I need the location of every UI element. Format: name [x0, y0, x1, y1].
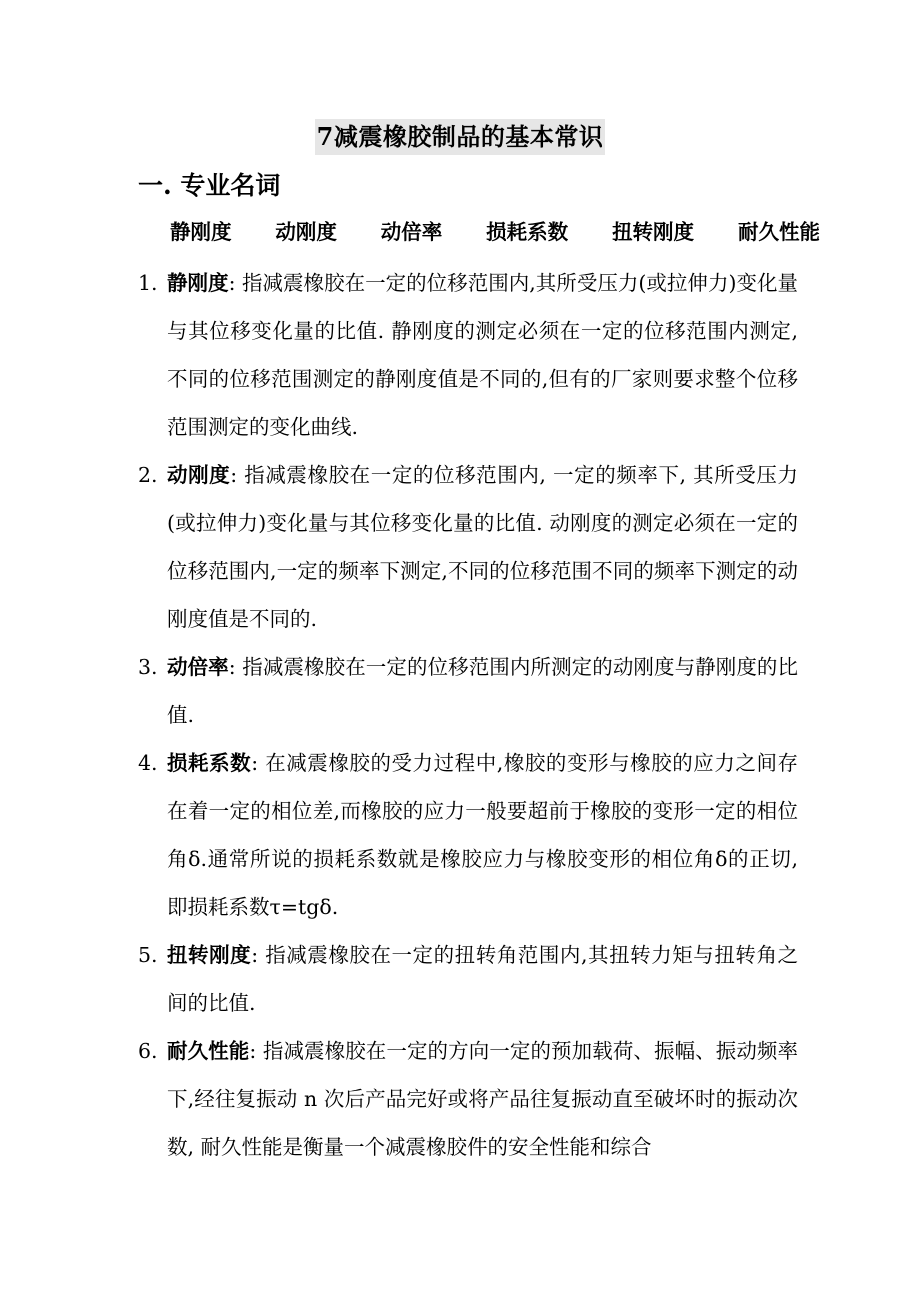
item-term: 静刚度 — [167, 271, 229, 295]
definition-item — [138, 931, 798, 1027]
definition-item — [138, 1027, 798, 1171]
term-torsional-stiffness: 扭转刚度 — [612, 220, 695, 244]
definition-item — [138, 451, 798, 643]
item-text: : 指减震橡胶在一定的位移范围内, 一定的频率下, 其所受压力(或拉伸力)变化量与其位移变化量的比值. 动刚度的测定必须在一定的位移范围内,一定的频率下测定,不同的位移范围不同的频率下测定的动刚度值是不同的. — [167, 463, 798, 631]
item-body — [167, 259, 798, 451]
item-number: 5. — [138, 943, 158, 967]
term-list — [170, 216, 820, 248]
item-text: : 在减震橡胶的受力过程中,橡胶的变形与橡胶的应力之间存在着一定的相位差,而橡胶的应力一般要超前于橡胶的变形一定的相位角δ.通常所说的损耗系数就是橡胶应力与橡胶变形的相位角δ的正切,即损耗系数τ=tgδ. — [167, 751, 798, 919]
item-number: 1. — [138, 271, 158, 295]
definition-item — [138, 643, 798, 739]
term-dynamic-stiffness: 动刚度 — [275, 220, 337, 244]
item-term: 扭转刚度 — [167, 943, 252, 967]
title-wrap — [0, 119, 920, 155]
item-number: 3. — [138, 655, 158, 679]
item-number: 2. — [138, 463, 158, 487]
item-body — [167, 931, 798, 1027]
item-term: 耐久性能 — [167, 1039, 250, 1063]
item-text: : 指减震橡胶在一定的方向一定的预加载荷、振幅、振动频率下,经往复振动 n 次后产品完好或将产品往复振动直至破坏时的振动次数, 耐久性能是衡量一个减震橡胶件的安全性能和综合 — [167, 1039, 798, 1159]
term-durability: 耐久性能 — [737, 220, 820, 244]
item-body — [167, 451, 798, 643]
term-loss-factor: 损耗系数 — [486, 220, 569, 244]
item-body — [167, 643, 798, 739]
item-number: 4. — [138, 751, 158, 775]
item-text: : 指减震橡胶在一定的位移范围内,其所受压力(或拉伸力)变化量与其位移变化量的比值. 静刚度的测定必须在一定的位移范围内测定,不同的位移范围测定的静刚度值是不同的,但有的厂家则要求整个位移范围测定的变化曲线. — [167, 271, 799, 439]
definition-item — [138, 259, 798, 451]
item-number: 6. — [138, 1039, 158, 1063]
section-heading: 一. 专业名词 — [138, 171, 281, 200]
item-term: 动刚度 — [167, 463, 231, 487]
item-text: : 指减震橡胶在一定的位移范围内所测定的动刚度与静刚度的比值. — [167, 655, 799, 727]
definition-item — [138, 739, 798, 931]
term-static-stiffness: 静刚度 — [170, 220, 232, 244]
item-term: 损耗系数 — [167, 751, 252, 775]
item-term: 动倍率 — [167, 655, 229, 679]
item-body — [167, 739, 798, 931]
document-title: 7减震橡胶制品的基本常识 — [315, 119, 606, 155]
term-dynamic-ratio: 动倍率 — [380, 220, 443, 244]
item-body — [167, 1027, 798, 1171]
item-text: : 指减震橡胶在一定的扭转角范围内,其扭转力矩与扭转角之间的比值. — [167, 943, 798, 1015]
